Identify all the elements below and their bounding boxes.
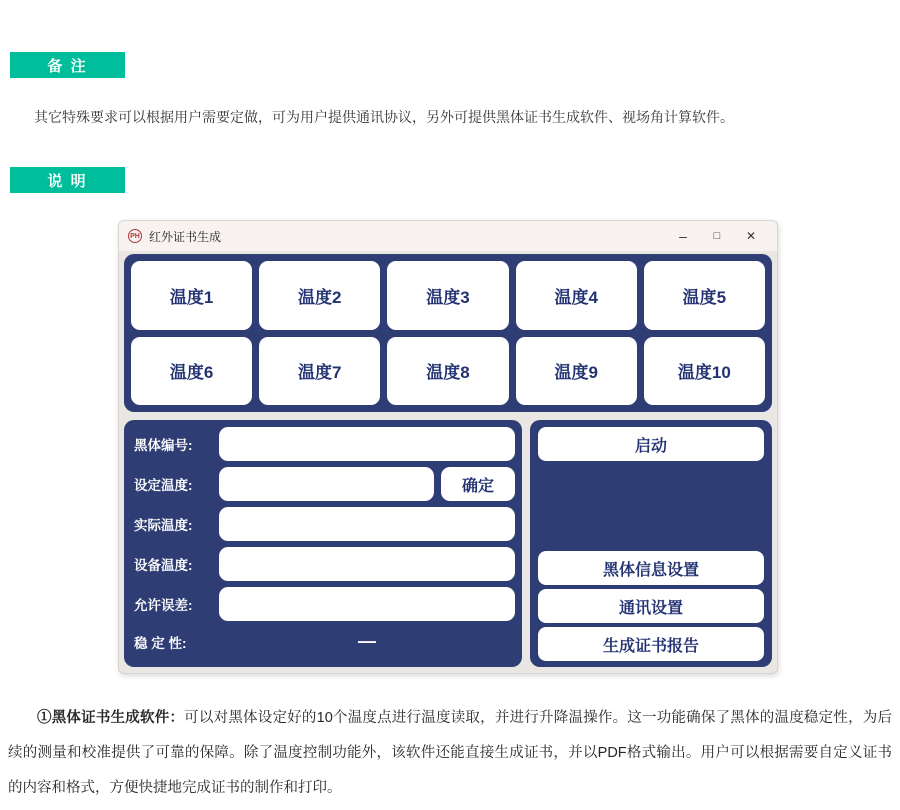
- temperature-panel: [124, 254, 772, 412]
- form-row: [134, 427, 515, 461]
- close-icon[interactable]: ✕: [745, 229, 757, 243]
- actions-panel: [530, 420, 772, 667]
- lower-section: [124, 420, 772, 667]
- generate-report-button[interactable]: 生成证书报告: [538, 627, 764, 661]
- window-content: [119, 251, 777, 673]
- form-panel: [124, 420, 522, 667]
- device-temperature-label: 设备温度:: [134, 558, 193, 573]
- app-window: [118, 220, 778, 674]
- communication-settings-button[interactable]: 通讯设置: [538, 589, 764, 623]
- device-temperature-input[interactable]: [219, 547, 515, 581]
- software-description-paragraph: [8, 701, 892, 806]
- app-logo-icon: PH: [128, 229, 142, 243]
- start-button[interactable]: 启动: [538, 427, 764, 461]
- temp-button-7[interactable]: 温度7: [259, 337, 380, 406]
- temp-button-3[interactable]: 温度3: [387, 261, 508, 330]
- temp-button-2[interactable]: 温度2: [259, 261, 380, 330]
- actual-temperature-label: 实际温度:: [134, 518, 193, 533]
- form-row: [134, 467, 515, 501]
- form-row: [134, 631, 515, 652]
- temp-button-8[interactable]: 温度8: [387, 337, 508, 406]
- temp-button-4[interactable]: 温度4: [516, 261, 637, 330]
- temp-button-1[interactable]: 温度1: [131, 261, 252, 330]
- note-paragraph: 其它特殊要求可以根据用户需要定做，可为用户提供通讯协议，另外可提供黑体证书生成软件、视场角计算软件。: [34, 109, 734, 125]
- minimize-icon[interactable]: –: [679, 228, 687, 244]
- maximize-icon[interactable]: □: [713, 230, 721, 242]
- blackbody-number-label: 黑体编号:: [134, 438, 193, 453]
- blackbody-number-input[interactable]: [219, 427, 515, 461]
- stability-value: —: [358, 631, 376, 651]
- section-badge-note: 备 注: [10, 52, 125, 78]
- temp-button-10[interactable]: 温度10: [644, 337, 765, 406]
- allowed-error-input[interactable]: [219, 587, 515, 621]
- titlebar[interactable]: [119, 221, 777, 251]
- temp-button-6[interactable]: 温度6: [131, 337, 252, 406]
- paragraph-body: 可以对黑体设定好的10个温度点进行温度读取，并进行升降温操作。这一功能确保了黑体的温度稳定性，为后续的测量和校准提供了可靠的保障。除了温度控制功能外，该软件还能直接生成证书，并以PDF格式输出。用户可以根据需要自定义证书的内容和格式，方便快捷地完成证书的制作和打印。: [8, 710, 892, 796]
- paragraph-lead: ①黑体证书生成软件：: [37, 710, 185, 726]
- set-temperature-input[interactable]: [219, 467, 434, 501]
- form-row: [134, 547, 515, 581]
- actions-spacer: [538, 465, 764, 547]
- actual-temperature-input[interactable]: [219, 507, 515, 541]
- temp-button-9[interactable]: 温度9: [516, 337, 637, 406]
- allowed-error-label: 允许误差:: [134, 598, 193, 613]
- stability-label: 稳 定 性:: [134, 635, 187, 651]
- set-temperature-label: 设定温度:: [134, 478, 193, 493]
- form-row: [134, 507, 515, 541]
- blackbody-info-settings-button[interactable]: 黑体信息设置: [538, 551, 764, 585]
- form-row: [134, 587, 515, 621]
- temp-button-5[interactable]: 温度5: [644, 261, 765, 330]
- window-title: 红外证书生成: [149, 229, 222, 244]
- section-badge-desc: 说 明: [10, 167, 125, 193]
- confirm-button[interactable]: 确定: [441, 467, 515, 501]
